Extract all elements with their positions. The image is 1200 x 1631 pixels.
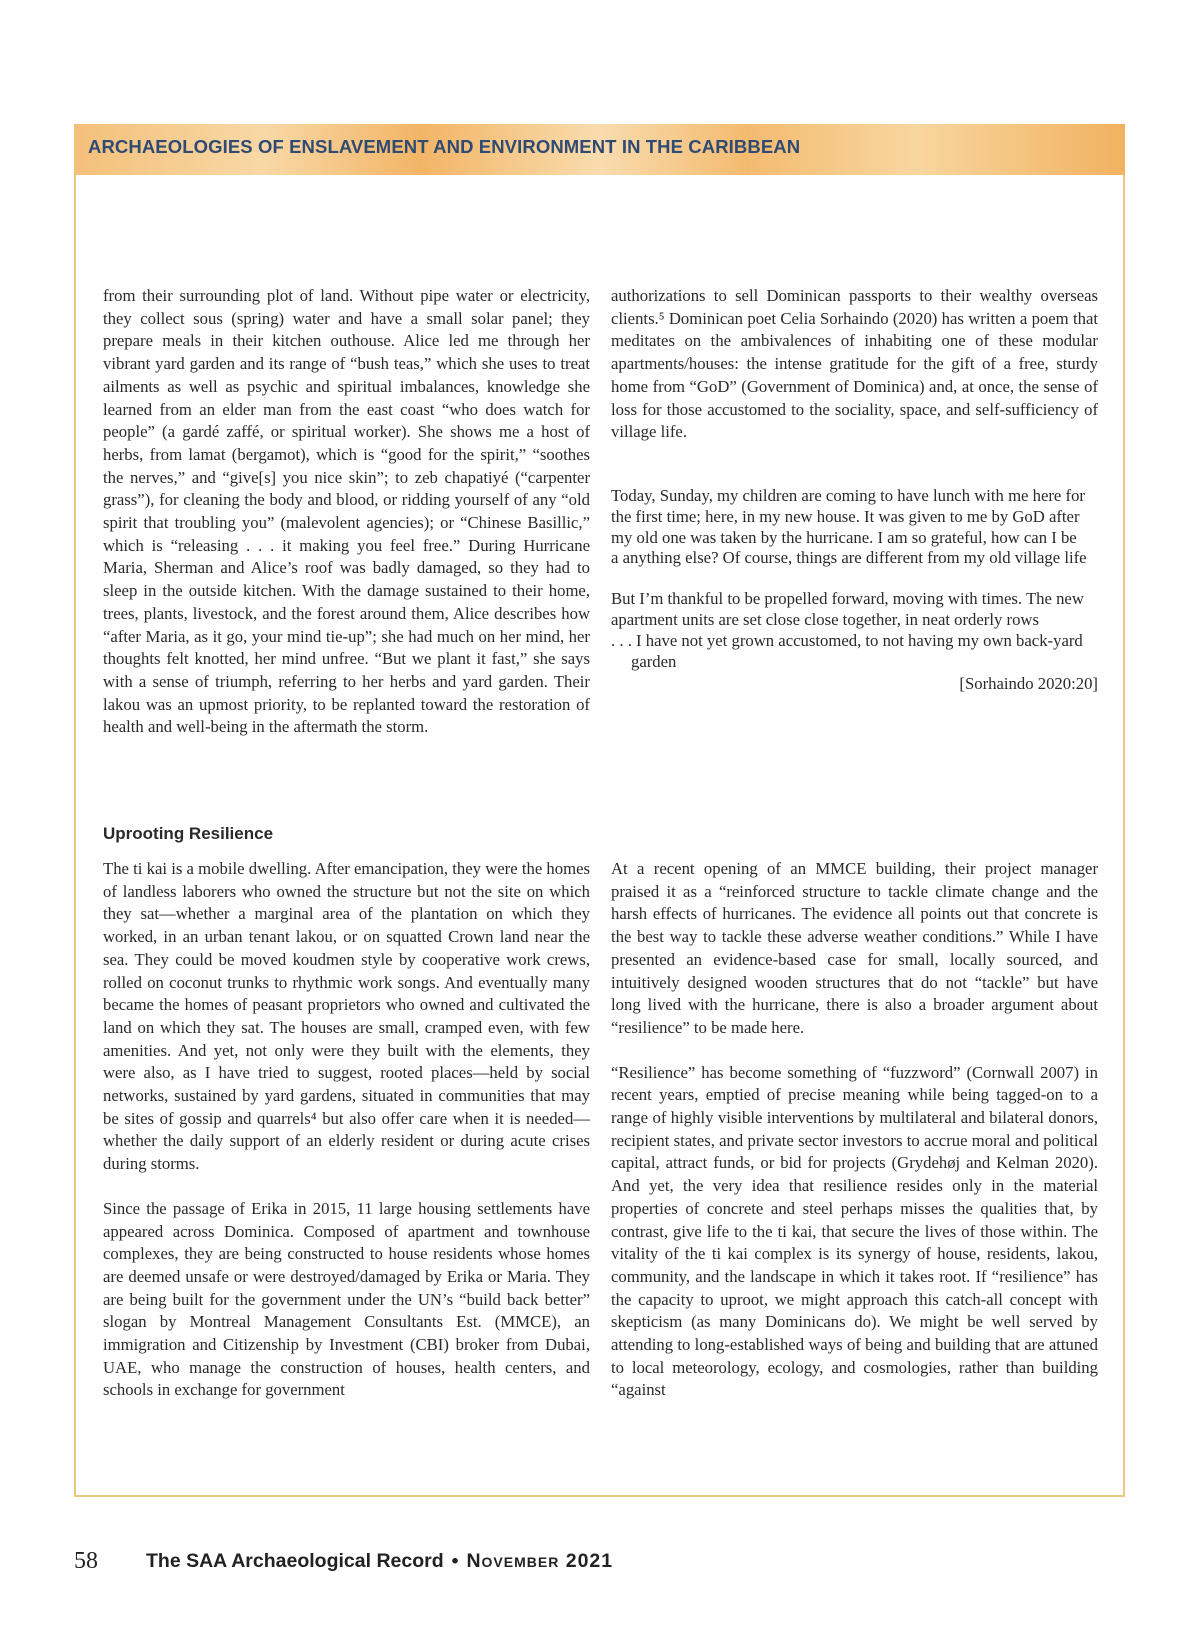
poem-line: a anything else? Of course, things are different from my old village life [611,548,1087,568]
paragraph: Since the passage of Erika in 2015, 11 large housing settlements have appeared across Dominica. Composed of apartment and townhouse complexes, they are being constructed to house residents whose homes are deemed unsafe or were destroyed/damaged by Erika or Maria. They are being built for the government under the UN’s “build back better” slogan by Montreal Management Consultants Est. (MMCE), an immigration and Citizenship by Investment (CBI) broker from Dubai, UAE, who manage the construction of houses, health centers, and schools in exchange for government [103,1198,590,1400]
poem-line: . . . I have not yet grown accustomed, to not having my own back-yard garden [611,630,1083,671]
right-column-bottom [611,858,1098,1402]
poem-line: Today, Sunday, my children are coming to have lunch with me here for [611,486,1085,505]
banner-title: ARCHAEOLOGIES OF ENSLAVEMENT AND ENVIRONMENT IN THE CARIBBEAN [88,136,801,157]
section-banner [74,124,1125,175]
paragraph: The ti kai is a mobile dwelling. After emancipation, they were the homes of landless laborers who owned the structure but not the site on which they sat—whether a marginal area of the plantation on which they worked, in an urban tenant lakou, or on squatted Crown land near the sea. They could be moved koudmen style by cooperative work crews, rolled on coconut trunks to rhythmic work songs. And eventually many became the homes of peasant proprietors who owned and cultivated the land on which they sat. The houses are small, cramped even, with few amenities. And yet, not only were they built with the elements, they were also, as I have tried to suggest, rooted places—held by social networks, sustained by yard gardens, situated in communities that may be sites of gossip and quarrels⁴ but also offer care when it is needed—whether the daily support of an elderly resident or during acute crises during storms. [103,859,590,1174]
paragraph: “Resilience” has become something of “fuzzword” (Cornwall 2007) in recent years, emptied of precise meaning while being tagged-on to a range of highly visible interventions by multilateral and bilateral donors, recipient states, and private sector investors to accrue moral and political capital, attract funds, or bid for projects (Grydehøj and Kelman 2020). And yet, the very idea that resilience resides only in the material properties of concrete and steel perhaps misses the qualities that, by contrast, give life to the ti kai, that secure the lives of those within. The vitality of the ti kai complex is its synergy of house, residents, lakou, community, and the landscape in which it takes root. If “resilience” has the capacity to uproot, we might approach this catch-all concept with skepticism (as many Dominicans do). We might be well served by attending to long-established ways of being and building that are attuned to local meteorology, ecology, and cosmologies, rather than building “against [611,1062,1098,1400]
poem-line: my old one was taken by the hurricane. I am so grateful, how can I be [611,527,1077,547]
section-heading: Uprooting Resilience [103,824,274,843]
journal-info [146,1550,613,1573]
footer-bullet: • [451,1550,459,1572]
left-column-top [103,285,590,739]
poem-line: apartment units are set close close together, in neat orderly rows [611,609,1039,629]
issue-date: November 2021 [466,1550,614,1572]
paragraph: from their surrounding plot of land. Without pipe water or electricity, they collect sous (spring) water and have a small solar panel; they prepare meals in their kitchen outhouse. Alice led me through her vibrant yard garden and its range of “bush teas,” which she uses to treat ailments as well as psychic and spiritual imbalances, knowledge she learned from an elder man from the east coast “who does watch for people” (a gardé zaffé, or spiritual worker). She shows me a host of herbs, from lamat (bergamot), which is “good for the spirit,” “soothes the nerves,” and “give[s] you nice skin”; to zeb chapatiyé (“carpenter grass”), for cleaning the body and blood, or ridding yourself of any “old spirit that troubling you” (malevolent agencies); or “Chinese Basillic,” which is “releasing . . . it making you feel free.” During Hurricane Maria, Sherman and Alice’s roof was badly damaged, so they had to sleep in the outside kitchen. With the damage sustained to their home, trees, plants, livestock, and the forest around them, Alice describes how “after Maria, as it go, your mind tie-up”; she had much on her mind, her thoughts felt knotted, her mind unfree. “But we plant it fast,” she says with a sense of triumph, referring to her herbs and yard garden. Their lakou was an upmost priority, to be replanted toward the restoration of health and well-being in the aftermath the storm. [103,286,590,737]
paragraph: At a recent opening of an MMCE building, their project manager praised it as a “reinforced structure to tackle climate change and the harsh effects of hurricanes. The evidence all points out that concrete is the best way to tackle these adverse weather conditions.” While I have presented an evidence-based case for small, locally sourced, and intuitively designed wooden structures that do not “tackle” but have long lived with the hurricane, there is also a broader argument about “resilience” to be made here. [611,859,1098,1037]
journal-title: The SAA Archaeological Record [146,1550,444,1572]
right-column-top [611,285,1098,444]
page-number: 58 [74,1548,98,1574]
page-footer [74,1548,614,1575]
poem-block [611,486,1098,695]
poem-citation: [Sorhaindo 2020:20] [959,674,1098,694]
poem-line: But I’m thankful to be propelled forward, moving with times. The new [611,589,1084,609]
left-column-bottom [103,858,590,1402]
paragraph: authorizations to sell Dominican passports to their wealthy overseas clients.⁵ Dominican poet Celia Sorhaindo (2020) has written a poem that meditates on the ambivalences of inhabiting one of these modular apartments/houses: the intense gratitude for the gift of a free, sturdy home from “GoD” (Government of Dominica) and, at once, the sense of loss for those accustomed to the sociality, space, and self-sufficiency of village life. [611,286,1098,442]
poem-line: the first time; here, in my new house. It was given to me by GoD after [611,506,1080,526]
